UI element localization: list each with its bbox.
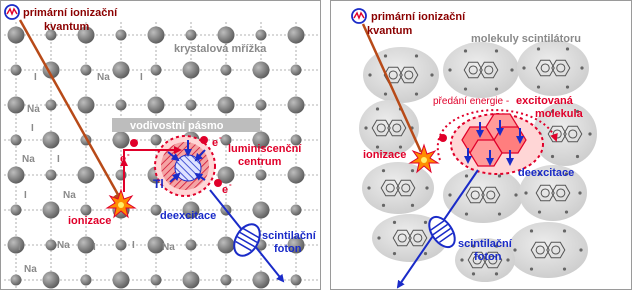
iodide-ion-icon [78, 237, 95, 254]
iodide-ion-icon [148, 27, 165, 44]
sodium-ion-icon [46, 170, 57, 181]
iodide-ion-icon [113, 62, 130, 79]
hydrogen-dot [393, 252, 396, 255]
molecule-cloud [443, 167, 523, 223]
hydrogen-dot [384, 54, 387, 57]
excited-molecule [451, 114, 543, 174]
ion-label: Na [57, 240, 70, 251]
deexcitation-label: deexcitace [160, 210, 217, 222]
hydrogen-dot [415, 92, 418, 95]
electron-icon [200, 136, 208, 144]
molecule-cloud [362, 162, 434, 214]
electron-icon [130, 139, 138, 147]
hydrogen-dot [411, 169, 414, 172]
photon-label-2: foton [274, 243, 302, 255]
ion-label: I [18, 242, 21, 253]
hydrogen-dot [495, 49, 498, 52]
sodium-ion-icon [151, 65, 162, 76]
ionization-label: ionizace [68, 215, 112, 227]
sodium-ion-icon [116, 100, 127, 111]
sodium-ion-icon [256, 170, 267, 181]
iodide-ion-icon [148, 97, 165, 114]
photon-label-1-right: scintilační [458, 238, 512, 250]
hydrogen-dot [510, 68, 513, 71]
hydrogen-dot [460, 258, 463, 261]
molecule-cloud [508, 222, 588, 278]
iodide-ion-icon [43, 272, 60, 289]
photon-label-1: scintilační [262, 230, 316, 242]
sodium-ion-icon [186, 240, 197, 251]
iodide-ion-icon [253, 62, 270, 79]
hydrogen-dot [522, 66, 525, 69]
sodium-ion-icon [81, 205, 92, 216]
hydrogen-dot [565, 210, 568, 213]
sodium-ion-icon [221, 275, 232, 286]
conduction-band-label: vodivostní pásmo [130, 120, 224, 132]
hydrogen-dot [464, 87, 467, 90]
sodium-ion-icon [81, 275, 92, 286]
luminescence-center-label-1: luminiscenční [228, 143, 302, 155]
primary-quantum-label-2: kvantum [44, 21, 90, 33]
hydrogen-dot [472, 272, 475, 275]
hydrogen-dot [530, 267, 533, 270]
iodide-ion-icon [288, 167, 305, 184]
sodium-ion-icon [256, 100, 267, 111]
primary-quantum-label-2-right: kvantum [367, 25, 413, 37]
iodide-ion-icon [78, 97, 95, 114]
hydrogen-dot [464, 49, 467, 52]
iodide-ion-icon [288, 27, 305, 44]
molecule-cloud [363, 47, 439, 103]
flash-core [118, 202, 124, 208]
sodium-ion-icon [221, 65, 232, 76]
luminescence-center [155, 136, 215, 196]
iodide-ion-icon [113, 272, 130, 289]
hydrogen-dot [566, 47, 569, 50]
hydrogen-dot [495, 272, 498, 275]
sodium-ion-icon [11, 65, 22, 76]
sodium-ion-icon [11, 275, 22, 286]
ionization-label-right: ionizace [363, 149, 407, 161]
hydrogen-dot [513, 248, 516, 251]
molecule-cloud [517, 40, 589, 96]
hydrogen-dot [382, 204, 385, 207]
ion-label: I [24, 190, 27, 201]
iodide-ion-icon [183, 62, 200, 79]
ion-label: Na [24, 264, 37, 275]
sodium-ion-icon [291, 275, 302, 286]
electron-icon [439, 134, 447, 142]
hydrogen-dot [425, 186, 428, 189]
hydrogen-dot [538, 210, 541, 213]
iodide-ion-icon [8, 167, 25, 184]
hydrogen-dot [368, 73, 371, 76]
ion-label: Na [162, 242, 175, 253]
ion-label: I [57, 154, 60, 165]
lattice-label: krystalová mřížka [174, 43, 267, 55]
iodide-ion-icon [78, 167, 95, 184]
hydrogen-dot [424, 221, 427, 224]
electron-label: e [222, 184, 229, 196]
excited-molecule-label-2: molekula [535, 108, 583, 120]
left-panel-inorganic [1, 1, 321, 290]
hydrogen-dot [364, 126, 367, 129]
hydrogen-dot [411, 204, 414, 207]
iodide-ion-icon [253, 272, 270, 289]
energy-transfer-label: předání energie - [433, 96, 510, 107]
ion-label: Na [22, 154, 35, 165]
excited-molecule-label-1: excitovaná [516, 95, 573, 107]
hydrogen-dot [563, 267, 566, 270]
hydrogen-dot [424, 252, 427, 255]
ion-label: Na [97, 72, 110, 83]
electron-charge: - [127, 150, 130, 159]
luminescence-center-label-2: centrum [238, 156, 282, 168]
hydrogen-dot [524, 191, 527, 194]
iodide-ion-icon [8, 27, 25, 44]
hydrogen-dot [430, 73, 433, 76]
sodium-ion-icon [186, 100, 197, 111]
deexcitation-label-right: deexcitace [518, 167, 575, 179]
sodium-ion-icon [151, 275, 162, 286]
sodium-ion-icon [186, 30, 197, 41]
right-panel-organic [331, 1, 632, 290]
hydrogen-dot [498, 212, 501, 215]
hydrogen-dot [376, 107, 379, 110]
flash-core [421, 157, 427, 163]
sodium-ion-icon [291, 65, 302, 76]
ion-label: I [34, 72, 37, 83]
hydrogen-dot [579, 248, 582, 251]
hydrogen-dot [393, 221, 396, 224]
sodium-ion-icon [11, 205, 22, 216]
electron-charge: - [219, 133, 222, 142]
hydrogen-dot [367, 186, 370, 189]
sodium-ion-icon [256, 30, 267, 41]
primary-quantum-icon [352, 9, 366, 23]
molecules-label: molekuly scintilátoru [471, 33, 582, 45]
hydrogen-dot [465, 174, 468, 177]
hydrogen-dot [576, 155, 579, 158]
electron-charge: - [229, 180, 232, 189]
hydrogen-dot [566, 85, 569, 88]
sodium-ion-icon [46, 100, 57, 111]
hydrogen-dot [578, 191, 581, 194]
sodium-ion-icon [11, 135, 22, 146]
sodium-ion-icon [46, 240, 57, 251]
hydrogen-dot [506, 258, 509, 261]
hydrogen-dot [537, 85, 540, 88]
ion-label: I [31, 123, 34, 134]
sodium-ion-icon [116, 30, 127, 41]
thallium-label: Tl [153, 177, 164, 191]
iodide-ion-icon [43, 132, 60, 149]
ion-label: I [93, 242, 96, 253]
iodide-ion-icon [253, 202, 270, 219]
sodium-ion-icon [291, 205, 302, 216]
ion-label: I [132, 240, 135, 251]
ion-label: Na [63, 190, 76, 201]
iodide-ion-icon [43, 202, 60, 219]
electron-label: e [120, 153, 127, 165]
sodium-ion-icon [81, 65, 92, 76]
electron-label: e [212, 137, 219, 149]
electron-icon [214, 179, 222, 187]
sodium-ion-icon [151, 135, 162, 146]
hydrogen-dot [465, 212, 468, 215]
hydrogen-dot [448, 193, 451, 196]
primary-quantum-label-1: primární ionizační [23, 7, 118, 19]
hydrogen-dot [551, 155, 554, 158]
iodide-ion-icon [113, 132, 130, 149]
hydrogen-dot [384, 92, 387, 95]
hydrogen-dot [514, 193, 517, 196]
hydrogen-dot [537, 47, 540, 50]
hydrogen-dot [530, 229, 533, 232]
hydrogen-dot [495, 87, 498, 90]
iodide-ion-icon [8, 237, 25, 254]
iodide-ion-icon [218, 97, 235, 114]
hydrogen-dot [588, 132, 591, 135]
hydrogen-dot [448, 68, 451, 71]
photon-label-2-right: foton [474, 251, 502, 263]
molecule-cloud [443, 42, 519, 98]
hydrogen-dot [377, 236, 380, 239]
iodide-ion-icon [218, 27, 235, 44]
iodide-ion-icon [8, 97, 25, 114]
iodide-ion-icon [288, 97, 305, 114]
ion-label: I [140, 72, 143, 83]
hydrogen-dot [415, 54, 418, 57]
primary-quantum-icon [5, 5, 19, 19]
hydrogen-dot [580, 66, 583, 69]
sodium-ion-icon [116, 240, 127, 251]
iodide-ion-icon [218, 237, 235, 254]
hydrogen-dot [382, 169, 385, 172]
primary-quantum-label-1-right: primární ionizační [371, 11, 466, 23]
hydrogen-dot [563, 229, 566, 232]
iodide-ion-icon [183, 272, 200, 289]
ion-label: Na [27, 104, 40, 115]
